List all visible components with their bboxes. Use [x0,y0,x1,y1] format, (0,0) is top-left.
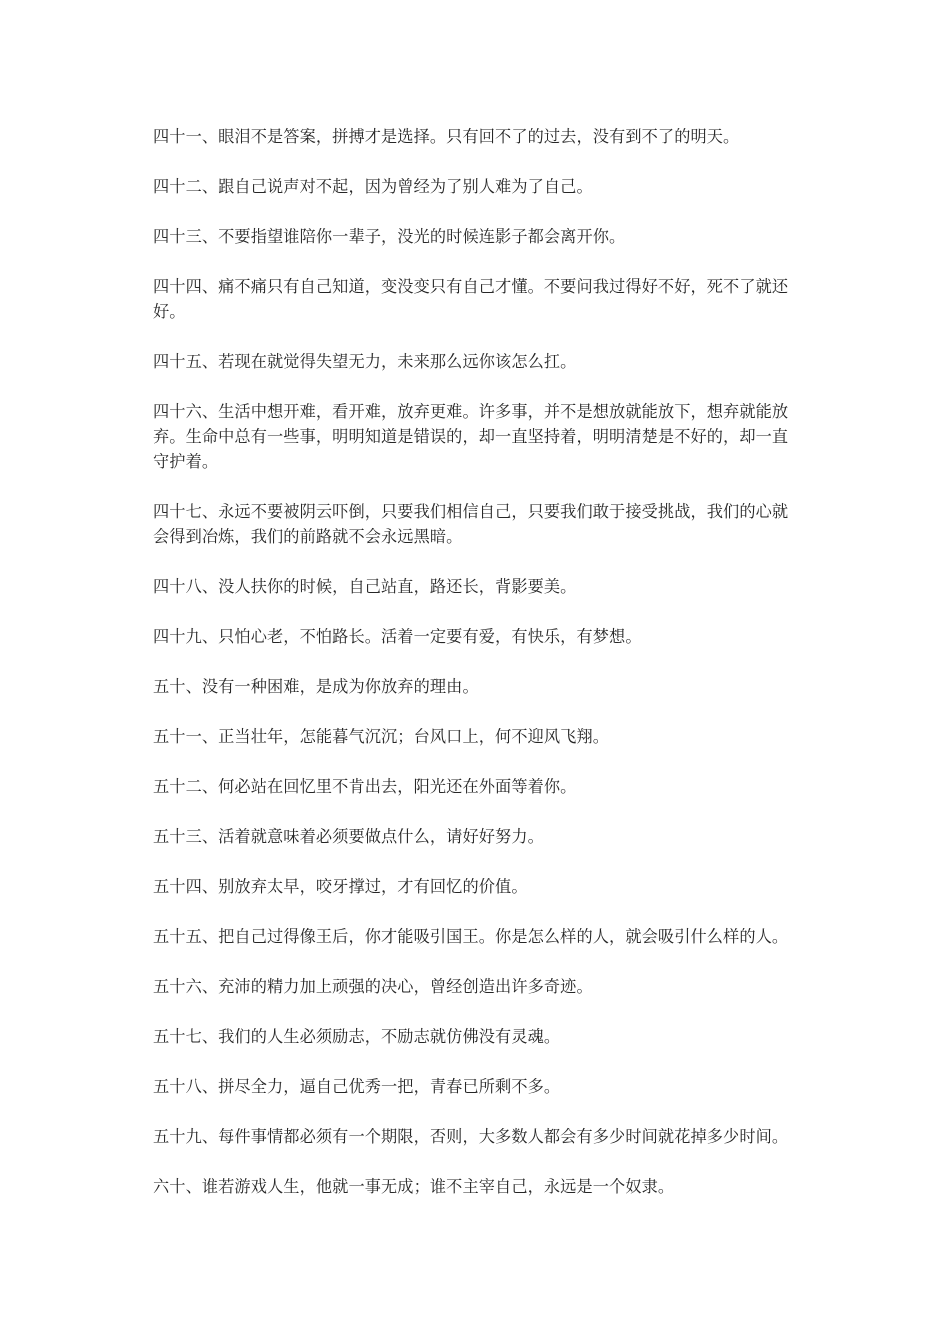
paragraph-58: 五十八、拼尽全力，逼自己优秀一把，青春已所剩不多。 [153,1077,561,1096]
paragraph-44: 四十四、痛不痛只有自己知道，变没变只有自己才懂。不要问我过得好不好，死不了就还好。 [153,277,789,321]
paragraph-53: 五十三、活着就意味着必须要做点什么，请好好努力。 [153,827,544,846]
paragraph-51: 五十一、正当壮年，怎能暮气沉沉；台风口上，何不迎风飞翔。 [153,727,610,746]
document-body [153,124,801,1224]
paragraph-42: 四十二、跟自己说声对不起，因为曾经为了别人难为了自己。 [153,177,593,196]
paragraph-59: 五十九、每件事情都必须有一个期限，否则，大多数人都会有多少时间就花掉多少时间。 [153,1127,789,1146]
paragraph-50: 五十、没有一种困难，是成为你放弃的理由。 [153,677,479,696]
paragraph-54: 五十四、别放弃太早，咬牙撑过，才有回忆的价值。 [153,877,528,896]
paragraph-47: 四十七、永远不要被阴云吓倒，只要我们相信自己，只要我们敢于接受挑战，我们的心就会得到冶炼，我们的前路就不会永远黑暗。 [153,502,789,546]
paragraph-49: 四十九、只怕心老，不怕路长。活着一定要有爱，有快乐，有梦想。 [153,627,642,646]
paragraph-55: 五十五、把自己过得像王后，你才能吸引国王。你是怎么样的人，就会吸引什么样的人。 [153,927,789,946]
paragraph-57: 五十七、我们的人生必须励志，不励志就仿佛没有灵魂。 [153,1027,561,1046]
paragraph-43: 四十三、不要指望谁陪你一辈子，没光的时候连影子都会离开你。 [153,227,626,246]
paragraph-56: 五十六、充沛的精力加上顽强的决心，曾经创造出许多奇迹。 [153,977,593,996]
paragraph-60: 六十、谁若游戏人生，他就一事无成；谁不主宰自己，永远是一个奴隶。 [153,1177,675,1196]
paragraph-41: 四十一、眼泪不是答案，拼搏才是选择。只有回不了的过去，没有到不了的明天。 [153,127,740,146]
paragraph-45: 四十五、若现在就觉得失望无力，未来那么远你该怎么扛。 [153,352,577,371]
paragraph-52: 五十二、何必站在回忆里不肯出去，阳光还在外面等着你。 [153,777,577,796]
paragraph-48: 四十八、没人扶你的时候，自己站直，路还长，背影要美。 [153,577,577,596]
paragraph-46: 四十六、生活中想开难，看开难，放弃更难。许多事，并不是想放就能放下，想弃就能放弃。生命中总有一些事，明明知道是错误的，却一直坚持着，明明清楚是不好的，却一直守护着。 [153,402,789,471]
